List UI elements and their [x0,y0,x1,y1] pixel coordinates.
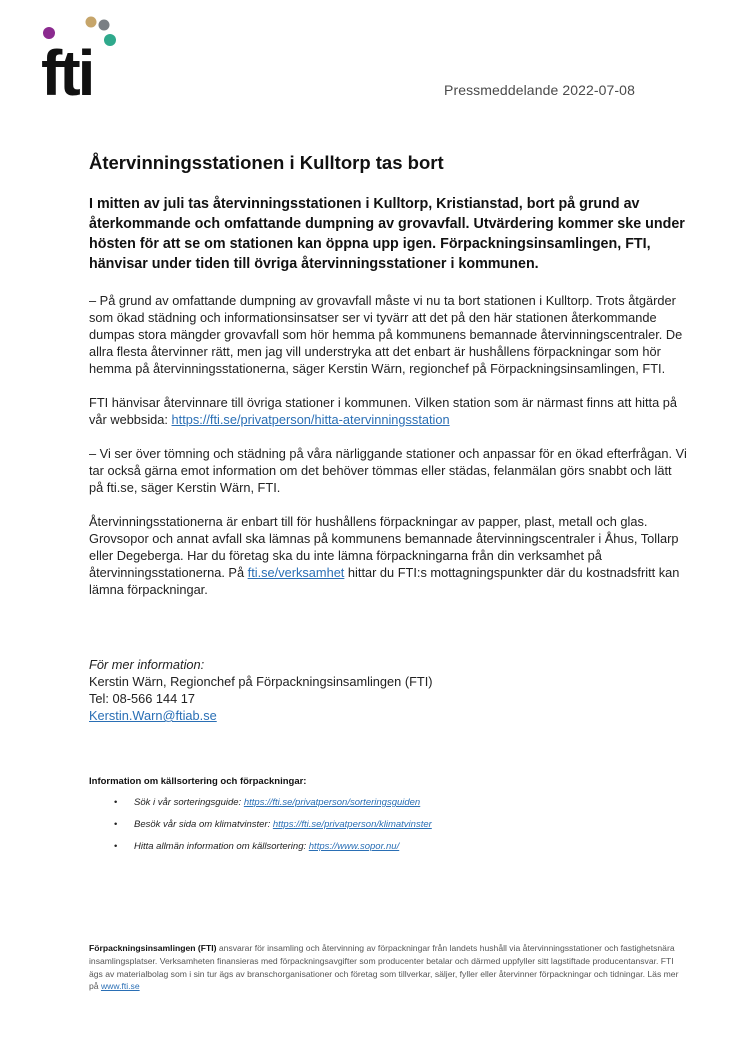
article-lead: I mitten av juli tas återvinningsstationen i Kulltorp, Kristianstad, bort på grund av återkommande och omfattande dumpning av grovavfall. Utvärdering kommer ske under hösten för att se om stationen kan öppna upp igen. Förpackningsinsamlingen, FTI, hänvisar under tiden till övriga återvinningsstationer i kommunen. [89,196,685,272]
logo-wordmark: fti [42,37,93,98]
info-item-text: Hitta allmän information om källsortering: [134,841,309,852]
bullet-icon: • [114,819,118,830]
info-list [114,797,432,863]
sopor-link[interactable]: https://www.sopor.nu/ [308,841,400,852]
press-release-date: Pressmeddelande 2022-07-08 [444,82,635,98]
contact-email-link[interactable]: Kerstin.Warn@ftiab.se [89,708,217,723]
bullet-icon: • [114,841,118,852]
paragraph-2 [89,394,689,428]
footer-org-name: Förpackningsinsamlingen (FTI) [89,943,217,953]
contact-phone: Tel: 08-566 144 17 [89,691,196,706]
info-item-text: Sök i vår sorteringsguide: [134,797,244,808]
info-list-item [114,819,432,830]
paragraph-4-text-after: hittar du FTI:s mottagningspunkter där du kostnadsfritt kan lämna förpackningar. [89,565,680,597]
logo-dot-grey [99,20,110,31]
article [89,152,689,615]
fti-logo [42,16,122,98]
fti-logo-graphic [42,16,122,98]
info-list-item [114,841,432,852]
paragraph-3: – Vi ser över tömning och städning på våra närliggande stationer och anpassar för en ökad efterfrågan. Vi tar också gärna emot information om det behöver tömmas eller städas, felanmälan görs snabbt och lätt på fti.se, säger Kerstin Wärn, FTI. [89,446,687,495]
logo-dot-gold [86,17,97,28]
footer-website-link[interactable]: www.fti.se [100,981,140,992]
station-finder-link[interactable]: https://fti.se/privatperson/hitta-atervinningsstation [171,412,450,427]
sorting-guide-link[interactable]: https://fti.se/privatperson/sorteringsguiden [243,797,421,808]
paragraph-1: – På grund av omfattande dumpning av grovavfall måste vi nu ta bort stationen i Kulltorp. Trots åtgärder som ökad städning och informationsinsatser ser vi tyvärr att det på den här stationen återkommande dumpas stora mängder grovavfall som hör hemma på kommunens bemannade återvinningscentraler. De allra flesta återvinner rätt, men jag vill understryka att det enbart är hushållens förpackningar som hör hemma på återvinningsstationerna, säger Kerstin Wärn, regionchef på Förpackningsinsamlingen, FTI. [89,293,683,376]
footer-text: ansvarar för insamling och återvinning av förpackningar från landets hushåll via återvinningsstationer och fastighetsnära insamlingsplatser. Verksamheten finansieras med förpackningsavgifter som producenter betalar och därmed uppfyller sitt lagstiftade producentansvar. FTI ägs av materialbolag som i sin tur ägs av branschorganisationer och företag som tillverkar, säljer, fyller eller återvinner förpackningar och tidningar. Läs mer på [89,943,679,992]
bullet-icon: • [114,797,118,808]
climate-benefits-link[interactable]: https://fti.se/privatperson/klimatvinster [272,819,432,830]
contact-name: Kerstin Wärn, Regionchef på Förpackningsinsamlingen (FTI) [89,674,433,689]
info-list-item [114,797,432,808]
logo-dot-green [104,34,116,46]
contact-intro: För mer information: [89,657,205,672]
business-link[interactable]: fti.se/verksamhet [247,565,345,580]
paragraph-4-text-before: Återvinningsstationerna är enbart till för hushållens förpackningar av papper, plast, metall och glas. Grovsopor och annat avfall ska lämnas på kommunens bemannade återvinningscentraler i Åhus, Tollarp eller Degeberga. Har du företag ska du inte lämna förpackningarna från din verksamhet på återvinningsstationerna. På [89,514,679,580]
contact-block [89,656,433,724]
footer-about [89,942,689,993]
info-item-text: Besök vår sida om klimatvinster: [134,819,273,830]
paragraph-2-text: FTI hänvisar återvinnare till övriga stationer i kommunen. Vilken station som är närmast finns att hitta på vår webbsida: [89,395,677,427]
article-title: Återvinningsstationen i Kulltorp tas bort [89,152,444,173]
paragraph-4 [89,513,689,598]
info-heading: Information om källsortering och förpackningar: [89,776,307,787]
